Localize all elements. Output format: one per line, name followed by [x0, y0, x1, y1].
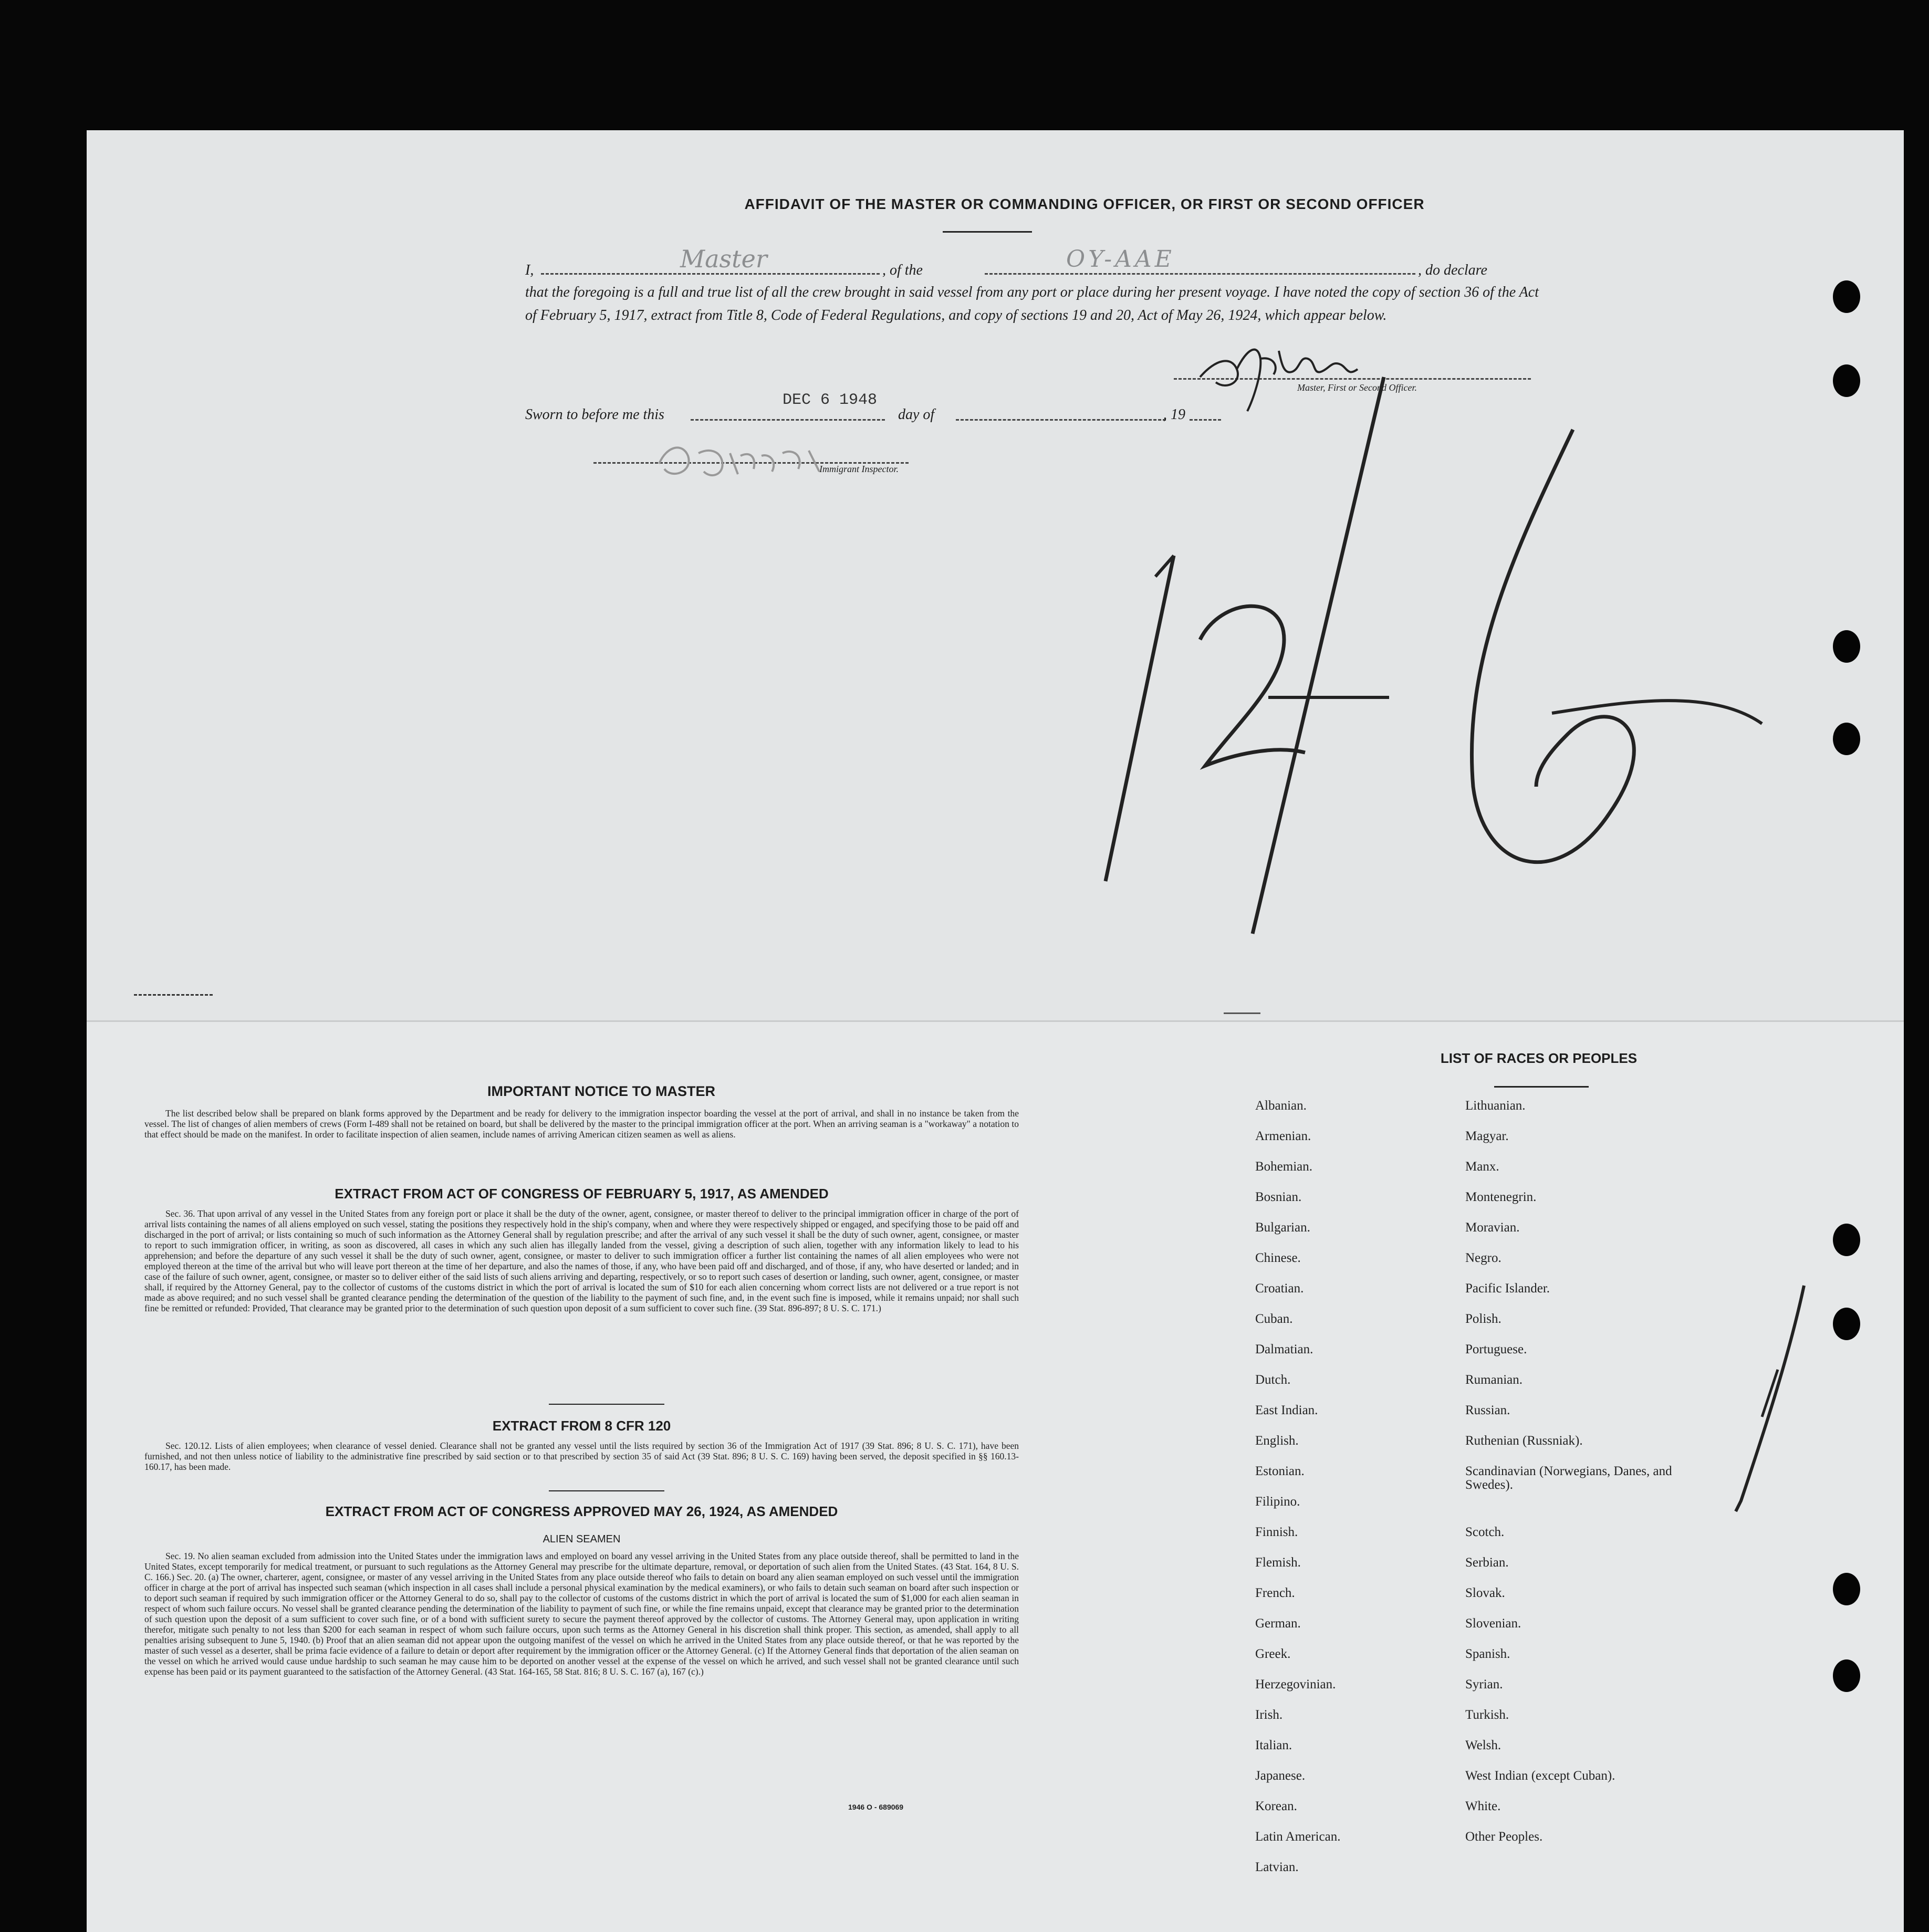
date-stamp: DEC 6 1948	[783, 391, 878, 409]
binder-hole	[1833, 364, 1860, 397]
race-item: Italian.	[1255, 1738, 1292, 1752]
race-item: German.	[1255, 1616, 1301, 1631]
extract-1917-text: Sec. 36. That upon arrival of any vessel in the United States from any foreign port or place it shall be the duty of the owner, agent, consignee, or master thereof to deliver to the principal immigration officer in charge of the port of arrival lists containing the names of all aliens employed on such vessel, stating the positions they respectively hold in the ship's company, when and where they were respectively shipped or engaged, and specifying those to be paid off and discharged in the port of arrival; or lists containing so much of such information as the Attorney General shall by regulation prescribe; and after the arrival of any such vessel it shall be the duty of such owner, agent, consignee, or master to report to such immigration officer, in writing, as soon as discovered, all cases in which any such alien has illegally landed from the vessel, giving a description of such alien, together with any information likely to lead to his apprehension; and before the departure of any such vessel it shall be the duty of such owner, agent, consignee, or master to deliver to such immigration officer a further list containing the names of all alien employees who were not employed thereon at the time of the arrival but who will leave port thereon at the time of her departure, and also the names of those, if any, who have been paid off and discharged, and of those, if any, who have deserted or landed; and in case of the failure of such owner, agent, consignee, or master so to deliver either of the said lists of such aliens arriving and departing, respectively, or so to report such cases of desertion or landing, such owner, agent, consignee, or master shall, if required by the Attorney General, pay to the collector of customs of the customs district in which the port of arrival is located the sum of $10 for each alien concerning whom correct lists are not delivered or a true report is not made as above required; and no such vessel shall be granted clearance pending the determination of the question of the liability to the payment of such fine, and, in the event such fine is imposed, while it remains unpaid; nor shall such fine be remitted or refunded: Provided, That clearance may be granted prior to the determination of such question upon deposit of a sum sufficient to cover such fine. (39 Stat. 896-897; 8 U. S. C. 171.)	[144, 1208, 1019, 1313]
affidavit-title: AFFIDAVIT OF THE MASTER OR COMMANDING OFFICER, OR FIRST OR SECOND OFFICER	[744, 196, 1425, 212]
edge-mark-left	[134, 993, 213, 996]
race-item: Chinese.	[1255, 1251, 1301, 1265]
race-item: Croatian.	[1255, 1281, 1304, 1296]
binder-hole	[1833, 1224, 1860, 1256]
sworn-date-line	[691, 419, 885, 421]
race-item: Montenegrin.	[1465, 1190, 1537, 1204]
race-item: Filipino.	[1255, 1495, 1300, 1509]
extract-1924-subtitle: ALIEN SEAMEN	[543, 1533, 621, 1545]
race-item: French.	[1255, 1586, 1295, 1600]
inspector-caption: Immigrant Inspector.	[819, 464, 899, 474]
race-item: Scotch.	[1465, 1525, 1505, 1539]
race-item: Portuguese.	[1465, 1342, 1527, 1356]
extract-cfr-title: EXTRACT FROM 8 CFR 120	[492, 1418, 671, 1434]
race-item: Scandinavian (Norwegians, Danes, and Swedes).	[1465, 1464, 1672, 1492]
binder-hole	[1833, 723, 1860, 755]
vessel-handwritten: OY-AAE	[1066, 246, 1175, 273]
race-item: English.	[1255, 1434, 1299, 1448]
race-item: Finnish.	[1255, 1525, 1298, 1539]
race-item: Other Peoples.	[1465, 1830, 1543, 1844]
separator-2	[549, 1490, 664, 1491]
race-item: Ruthenian (Russniak).	[1465, 1434, 1583, 1448]
race-item: Syrian.	[1465, 1677, 1503, 1691]
race-item: Slovak.	[1465, 1586, 1505, 1600]
binder-hole	[1833, 630, 1860, 663]
race-item: Bohemian.	[1255, 1160, 1313, 1174]
master-name-line	[541, 273, 880, 275]
binder-hole	[1833, 1308, 1860, 1340]
race-item: Cuban.	[1255, 1312, 1293, 1326]
race-item: Latvian.	[1255, 1860, 1299, 1874]
master-handwritten: Master	[680, 245, 767, 273]
race-item: Flemish.	[1255, 1555, 1301, 1570]
handwritten-number-strokes	[1085, 367, 1857, 970]
sworn-year: , 19	[1163, 406, 1185, 423]
race-item: Rumanian.	[1465, 1373, 1523, 1387]
affidavit-line1-pre: I,	[525, 262, 534, 278]
affidavit-text: that the foregoing is a full and true list of all the crew brought in said vessel from any port or place during her present voyage. I have noted the copy of section 36 of the Act of February 5, 1917, extract from Title 8, Code of Federal Regulations, and copy of sections 19 and 20, Act of May 26, 1924, which appear below.	[525, 284, 1539, 323]
race-item: Pacific Islander.	[1465, 1281, 1550, 1296]
race-item: Turkish.	[1465, 1708, 1509, 1722]
affidavit-line1-post: , do declare	[1418, 262, 1487, 278]
binder-hole	[1833, 1573, 1860, 1605]
binder-hole	[1833, 1659, 1860, 1692]
race-item: Manx.	[1465, 1160, 1499, 1174]
race-item: Bulgarian.	[1255, 1220, 1310, 1235]
fold-line	[87, 1020, 1904, 1022]
race-item: Moravian.	[1465, 1220, 1520, 1235]
document-page	[87, 130, 1904, 1932]
race-item: East Indian.	[1255, 1403, 1318, 1417]
race-item: Greek.	[1255, 1647, 1291, 1661]
race-item: Estonian.	[1255, 1464, 1305, 1478]
race-item: Albanian.	[1255, 1099, 1307, 1113]
extract-1924-title: EXTRACT FROM ACT OF CONGRESS APPROVED MAY 26, 1924, AS AMENDED	[325, 1503, 838, 1519]
race-item: Japanese.	[1255, 1769, 1306, 1783]
edge-mark-center	[1224, 1012, 1260, 1014]
inspector-signature	[651, 432, 840, 495]
handwritten-mark-stroke	[1699, 1280, 1825, 1522]
race-item: Irish.	[1255, 1708, 1283, 1722]
race-item: Herzegovinian.	[1255, 1677, 1336, 1691]
sworn-pre: Sworn to before me this	[525, 406, 664, 423]
race-item: Korean.	[1255, 1799, 1297, 1813]
race-item: Slovenian.	[1465, 1616, 1521, 1631]
race-item: Welsh.	[1465, 1738, 1502, 1752]
race-item: Negro.	[1465, 1251, 1502, 1265]
notice-title: IMPORTANT NOTICE TO MASTER	[487, 1083, 715, 1099]
extract-1917-title: EXTRACT FROM ACT OF CONGRESS OF FEBRUARY 5, 1917, AS AMENDED	[335, 1186, 829, 1202]
races-title: LIST OF RACES OR PEOPLES	[1440, 1050, 1638, 1066]
extract-1924-text: Sec. 19. No alien seaman excluded from admission into the United States under the immigration laws and employed on board any vessel arriving in the United States from any place outside thereof, shall be permitted to land in the United States, except temporarily for medical treatment, or pursuant to such regulations as the Attorney General may prescribe for the ultimate departure, removal, or deportation of such alien from the United States. (43 Stat. 164, 8 U. S. C. 166.) Sec. 20. (a) The owner, charterer, agent, consignee, or master of any vessel arriving in the United States from any place outside thereof who fails to detain on board any alien seaman employed on such vessel until the immigration officer in charge at the port of arrival has inspected such seaman (which inspection in all cases shall include a personal physical examination by the medical examiners), or who fails to detain such seaman on board after such inspection or to deport such seaman if required by such immigration officer or the Attorney General to do so, shall pay to the collector of customs of the customs district in which the port of arrival is located the sum of $1,000 for each alien seaman in respect of whom such failure occurs. No vessel shall be granted clearance pending the determination of the liability to payment of such fine, or while the fine remains unpaid, except that clearance may be granted prior to the determination of such question upon the deposit of a sum sufficient to cover such fine, or of a bond with sufficient surety to secure the payment thereof approved by the collector of customs. The Attorney General may, upon application in writing therefor, mitigate such penalty to not less than $200 for each seaman in respect of whom such failure occurs, upon such terms as the Attorney General in his discretion shall think proper. This section, as amended, shall apply to all penalties arising subsequent to June 5, 1940. (b) Proof that an alien seaman did not appear upon the outgoing manifest of the vessel on which he arrived in the United States from any place outside thereof, or that he was reported by the master of such vessel as a deserter, shall be prima facie evidence of a failure to detain or deport after requirement by the immigration officer or the Attorney General. (c) If the Attorney General finds that deportation of the alien seaman on the vessel on which he arrived would cause undue hardship to such seaman he may cause him to be deported on another vessel at the expense of the vessel on which he arrived, and such vessel shall not be granted clearance until such expense has been paid or its payment guaranteed to the satisfaction of the Attorney General. (43 Stat. 164-165, 58 Stat. 816; 8 U. S. C. 167 (a), 167 (c).)	[144, 1551, 1019, 1677]
title-underline	[943, 231, 1032, 233]
race-item: White.	[1465, 1799, 1501, 1813]
binder-hole	[1833, 280, 1860, 313]
separator-1	[549, 1404, 664, 1405]
race-item: Magyar.	[1465, 1129, 1509, 1143]
notice-text: The list described below shall be prepared on blank forms approved by the Department and be ready for delivery to the immigration inspector boarding the vessel at the port of arrival, and shall in no instance be taken from the vessel. The list of changes of alien members of crews (Form I-489 shall not be retained on board, but shall be delivered by the master to the principal immigration officer at the port. When an arriving seaman is a "workaway" a notation to that effect should be made on the manifest. In order to facilitate inspection of alien seamen, include names of arriving American citizen seamen as well as aliens.	[144, 1108, 1019, 1140]
race-item: Spanish.	[1465, 1647, 1510, 1661]
race-item: Armenian.	[1255, 1129, 1311, 1143]
races-underline	[1494, 1086, 1589, 1088]
signature-caption: Master, First or Second Officer.	[1297, 382, 1417, 393]
race-item: Dutch.	[1255, 1373, 1291, 1387]
race-item: West Indian (except Cuban).	[1465, 1769, 1615, 1783]
race-item: Russian.	[1465, 1403, 1510, 1417]
extract-cfr-text: Sec. 120.12. Lists of alien employees; when clearance of vessel denied. Clearance shall not be granted any vessel until the lists required by section 36 of the Immigration Act of 1917 (39 Stat. 896; 8 U. S. C. 171), have been furnished, and not then unless notice of liability to the administrative fine prescribed by said section or to that prescribed by section 35 of said Act (39 Stat. 896; 8 U. S. C. 169) having been served, the deposit specified in §§ 160.13-160.17, has been made.	[144, 1440, 1019, 1472]
sworn-day: day of	[898, 406, 935, 423]
race-item: Bosnian.	[1255, 1190, 1302, 1204]
race-item: Latin American.	[1255, 1830, 1341, 1844]
race-item: Dalmatian.	[1255, 1342, 1313, 1356]
vessel-name-line	[985, 273, 1415, 275]
print-code: 1946 O - 689069	[848, 1803, 904, 1811]
race-item: Lithuanian.	[1465, 1099, 1526, 1113]
affidavit-line1-mid: , of the	[882, 262, 923, 278]
race-item: Serbian.	[1465, 1555, 1509, 1570]
race-item: Polish.	[1465, 1312, 1502, 1326]
